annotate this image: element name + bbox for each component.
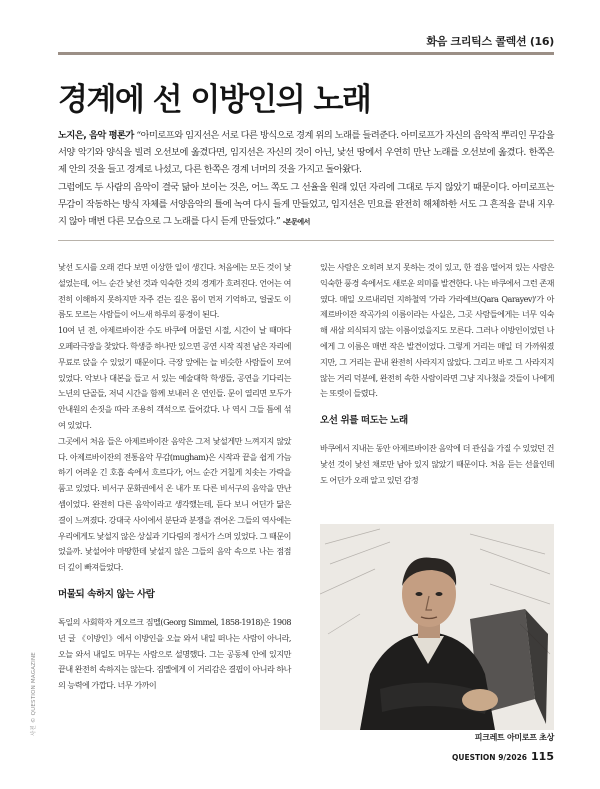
body-paragraph: 바쿠에서 지내는 동안 아제르바이잔 음악에 더 관심을 가질 수 있었던 건 낯선 것이 낯선 채로만 남아 있지 않았기 때문이다. 처음 듣는 선율인데도 어딘가 오래 알고 있던 감정 [320,443,554,485]
lead-first [58,127,554,179]
page-number: 115 [531,750,554,763]
series-tag: 화음 크리틱스 콜렉션 (16) [426,35,554,48]
body-paragraph: 10여 년 전, 아제르바이잔 수도 바쿠에 머물던 시절, 시간이 날 때마다 오페라극장을 찾았다. 학생증 하나만 있으면 공연 시작 직전 남은 자리에 무료로 앉을 수 있었기 때문이다. 극장 앞에는 늘 비슷한 사람들이 모여 있었다. 악보나 대본을 들고 서 있는 예술대학 학생들, 공연을 기다리는 노년의 단골들, 저녁 시간을 함께 보내러 온 연인들. 문이 열리면 모두가 안내원의 손짓을 따라 조용히 객석으로 들어갔다. 나 역시 그들 틈에 섞여 있었다. [58,325,291,430]
body-column-right [320,260,554,489]
body-paragraph: 있는 사람은 오히려 보지 못하는 것이 있고, 한 걸음 떨어져 있는 사람은 익숙한 풍경 속에서도 새로운 의미를 발견한다. 나는 바쿠에서 그런 존재였다. 매일 오르내리던 지하철역 '가라 가라예브(Qara Qarayev)'가 아제르바이잔 작곡가의 이름이라는 사실은, 그곳 사람들에게는 너무 익숙해 새삼 의식되지 않는 이름이었을지도 모른다. 그러나 이방인이었던 나에게 그 이름은 매번 작은 발견이었다. 그렇게 거리는 매일 더 가까워졌지만, 그 거리는 끝내 완전히 사라지지 않았다. 그리고 바로 그 사라지지 않는 거리 덕분에, 완전히 속한 사람이라면 그냥 지나쳤을 것들이 나에게는 또렷이 들렸다. [320,262,554,399]
portrait-image [320,524,554,730]
magazine-issue: QUESTION 9/2026 [452,753,528,762]
lead-source: -본문에서 [282,218,310,227]
body-paragraph: 그곳에서 처음 들은 아제르바이잔 음악은 그저 낯설게만 느껴지지 않았다. 아제르바이잔의 전통음악 무감(mugham)은 시작과 끝을 쉽게 가늠하기 어려운 긴 호흡 속에서 흐르다가, 어느 순간 거칠게 치솟는 가락을 품고 있었다. 비서구 문화권에서 온 내가 또 다른 비서구의 음악을 만난 셈이었다. 완전히 다른 음악이라고 생각했는데, 듣다 보니 어딘가 닮은 결이 느껴졌다. 강대국 사이에서 분단과 분쟁을 겪어온 그들의 역사에는 우리에게도 낯설지 않은 상실과 기다림의 정서가 스며 있었다. 그 때문이었을까. 낯설어야 마땅한데 낯설지 않은 그들의 음악 속으로 나는 점점 더 깊이 빠져들었다. [58,435,291,573]
body-column-left [58,260,291,694]
section-subhead: 오선 위를 떠도는 노래 [320,415,408,427]
lead-text-2: 그럼에도 두 사람의 음악이 결국 닮아 보이는 것은, 어느 쪽도 그 선율을 원래 있던 자리에 그대로 두지 않았기 때문이다. 아미로프는 무감이 작동하는 방식 자체를 서양음악의 틀에 녹여 다시 들게 만들었고, 임지선은 민요를 완전히 해체하한 서도 그 흔적을 끝내 지우지 않아 매번 다른 모습으로 그 노래를 다시 듣게 만들었다.” [58,181,554,228]
lead-text-1: “아미로프와 임지선은 서로 다른 방식으로 경계 위의 노래를 들려준다. 아미로프가 자신의 음악적 뿌리인 무감을 서양 악기와 양식을 빌려 오선보에 옮겼다면, 임지선은 자신의 것이 아닌, 낯선 땅에서 우연히 만난 노래를 오선보에 옮겼다. 한쪽은 제 안의 것을 들고 경계로 나섰고, 다른 한쪽은 경계 너머의 것을 가지고 돌아왔다. [58,130,554,176]
photo-credit: 사진 © QUESTION MAGAZINE [31,652,37,736]
lead-byline: 노지은, 음악 평론가 [58,130,134,141]
photo-caption: 피크레트 아미로프 초상 [474,733,554,742]
article-title: 경계에 선 이방인의 노래 [58,82,371,118]
lead-divider [58,240,554,241]
lead-second [58,179,554,232]
page-folio [452,750,554,763]
body-paragraph: 독일의 사회학자 게오르크 짐멜(Georg Simmel, 1858-1918)은 1908년 글 《이방인》에서 이방인을 오늘 와서 내일 떠나는 사람이 아니라, 오늘 와서 내일도 머무는 사람으로 설명했다. 그는 공동체 안에 있지만 끝내 완전히 속하지는 않는다. 짐멜에게 이 거리감은 결핍이 아니라 하나의 능력에 가깝다. 너무 가까이 [58,616,291,691]
body-paragraph: 낯선 도시를 오래 걷다 보면 이상한 일이 생긴다. 처음에는 모든 것이 낯설었는데, 어느 순간 낯선 것과 익숙한 것의 경계가 흐려진다. 언어는 여전히 이해하지 못하지만 자주 걷는 길은 몸이 먼저 기억하고, 얼굴도 이름도 모르는 사람들이 어느새 하루의 풍경이 된다. [58,262,291,320]
lead-paragraph [58,127,554,231]
header-rule [58,52,554,55]
section-subhead: 머물되 속하지 않는 사람 [58,588,155,600]
